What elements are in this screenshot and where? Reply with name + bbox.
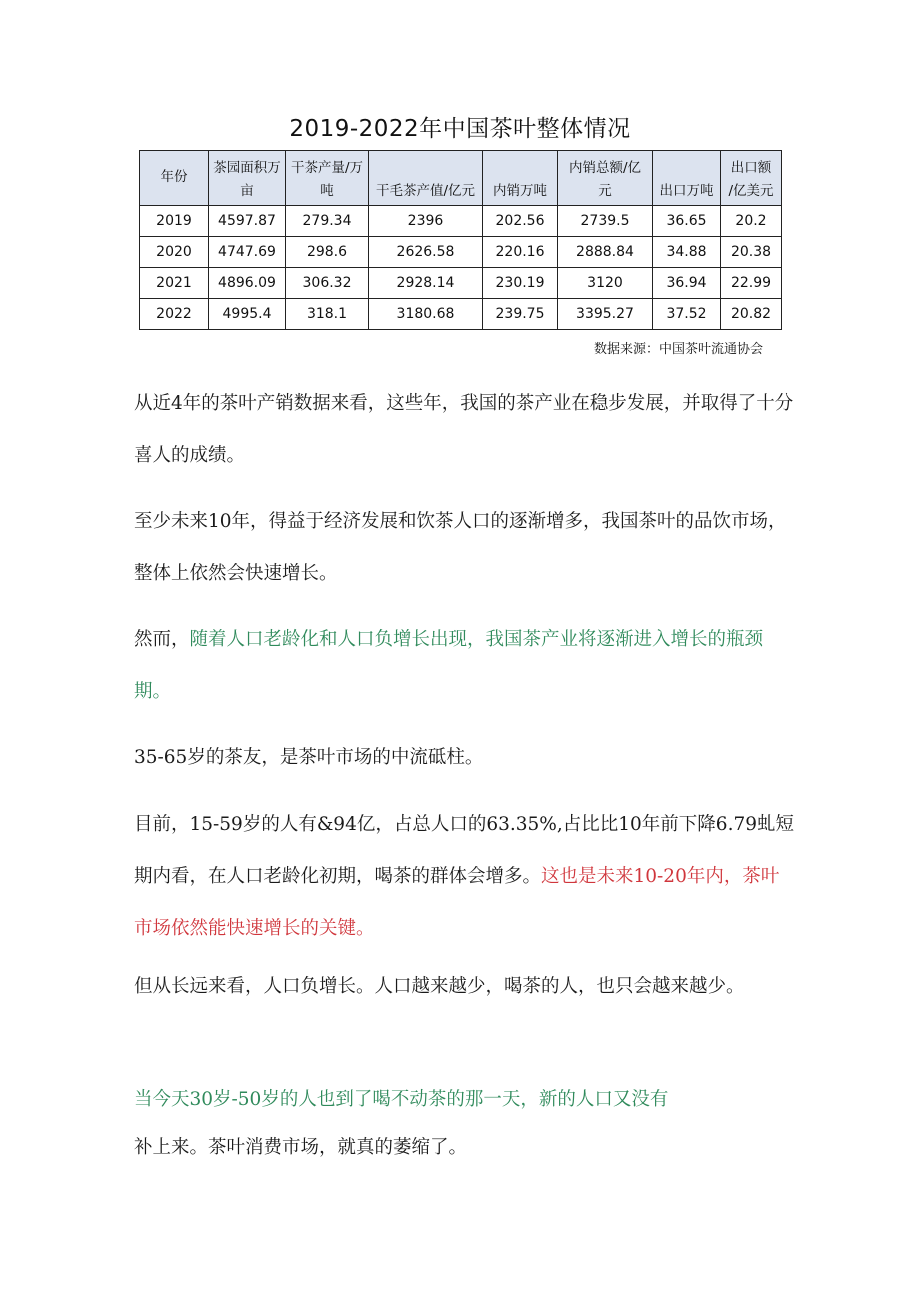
data-source-note: 数据来源：中国茶叶流通协会 [593,342,763,357]
cell-dry-tea-output: 318.1 [286,299,369,330]
cell-export-value: 20.2 [721,206,782,237]
paragraph-3 [134,614,794,718]
cell-dry-tea-output: 279.34 [286,206,369,237]
cell-export-value: 22.99 [721,268,782,299]
cell-year: 2020 [140,237,209,268]
paragraph-3-lead: 然而， [134,629,190,650]
cell-export-value: 20.82 [721,299,782,330]
cell-domestic-volume: 239.75 [483,299,558,330]
tea-data-table [139,150,782,330]
paragraph-3-highlight: 随着人口老龄化和人口负增长出现，我国茶产业将逐渐进入增长的瓶颈期。 [134,629,764,702]
paragraph-7-line-2: 补上来。茶叶消费市场，就真的萎缩了。 [134,1137,468,1158]
cell-domestic-total: 3120 [558,268,653,299]
cell-raw-tea-value: 2396 [369,206,483,237]
cell-garden-area: 4995.4 [209,299,286,330]
paragraph-7-line-1: 当今天30岁-50岁的人也到了喝不动茶的那一天，新的人口又没有 [134,1089,669,1110]
cell-garden-area: 4597.87 [209,206,286,237]
header-export-volume: 出口万吨 [653,151,721,206]
cell-garden-area: 4896.09 [209,268,286,299]
table-header-row [140,151,782,206]
table-row [140,206,782,237]
paragraph-5 [134,799,794,955]
cell-export-volume: 36.94 [653,268,721,299]
paragraph-1: 从近4年的茶叶产销数据来看，这些年，我国的茶产业在稳步发展，并取得了十分喜人的成绩。 [134,393,794,466]
paragraph-4: 35-65岁的茶友，是茶叶市场的中流砥柱。 [134,747,484,768]
cell-domestic-volume: 230.19 [483,268,558,299]
cell-export-volume: 34.88 [653,237,721,268]
cell-export-volume: 37.52 [653,299,721,330]
cell-domestic-volume: 202.56 [483,206,558,237]
cell-domestic-volume: 220.16 [483,237,558,268]
cell-dry-tea-output: 298.6 [286,237,369,268]
table-row [140,237,782,268]
paragraph-2: 至少未来10年，得益于经济发展和饮茶人口的逐渐增多，我国茶叶的品饮市场，整体上依然会快速增长。 [134,511,787,584]
header-year: 年份 [140,151,209,206]
paragraph-6: 但从长远来看，人口负增长。人口越来越少，喝茶的人，也只会越来越少。 [134,976,745,997]
cell-year: 2019 [140,206,209,237]
table-row [140,299,782,330]
paragraph-5-highlight: 这也是未来10-20年内，茶叶市场依然能快速增长的关键。 [134,866,780,939]
cell-raw-tea-value: 3180.68 [369,299,483,330]
table-row [140,268,782,299]
paragraph-5-text: 目前，15-59岁的人有&94亿，占总人口的63.35%,占比比10年前下降6.79虬短期内看，在人口老龄化初期，喝茶的群体会增多。 [134,814,794,887]
header-domestic-total: 内销总额/亿 元 [558,151,653,206]
cell-dry-tea-output: 306.32 [286,268,369,299]
cell-year: 2022 [140,299,209,330]
cell-raw-tea-value: 2626.58 [369,237,483,268]
cell-domestic-total: 3395.27 [558,299,653,330]
cell-garden-area: 4747.69 [209,237,286,268]
cell-raw-tea-value: 2928.14 [369,268,483,299]
header-dry-tea-output: 干茶产量/万 吨 [286,151,369,206]
header-domestic-volume: 内销万吨 [483,151,558,206]
header-export-value: 出口额 /亿美元 [721,151,782,206]
page-title: 2019-2022年中国茶叶整体情况 [289,116,631,142]
cell-year: 2021 [140,268,209,299]
cell-export-value: 20.38 [721,237,782,268]
header-garden-area: 茶园面积万 亩 [209,151,286,206]
cell-export-volume: 36.65 [653,206,721,237]
header-raw-tea-value: 干毛茶产值/亿元 [369,151,483,206]
cell-domestic-total: 2888.84 [558,237,653,268]
cell-domestic-total: 2739.5 [558,206,653,237]
